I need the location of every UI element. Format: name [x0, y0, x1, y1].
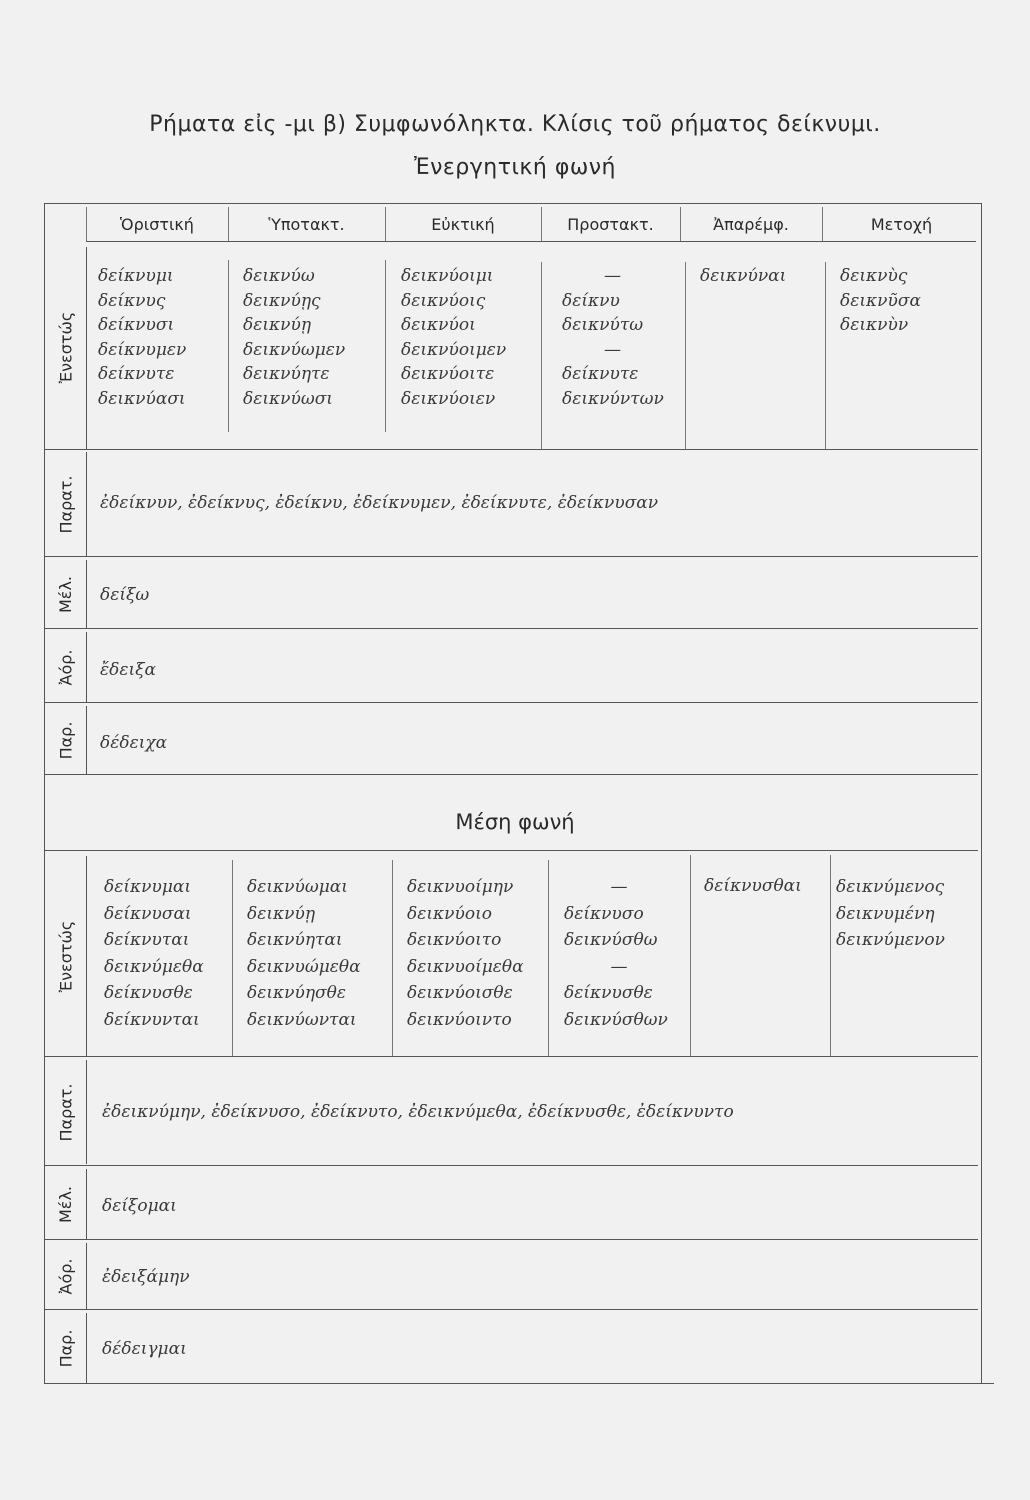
column-divider: [232, 860, 233, 1056]
row-separator: [44, 449, 978, 450]
label-divider: [86, 1313, 87, 1383]
middle-present-ypotaktiki: δεικνύωμαι δεικνύῃ δεικνύηται δεικνυώμεθα δεικνύησθε δεικνύωνται: [247, 877, 361, 1030]
page-title: Ρήματα εἰς -μι β) Συμφωνόληκτα. Κλίσις τοῦ ρήματος δείκνυμι.: [149, 112, 881, 137]
row-separator: [44, 774, 978, 775]
active-present-ypotaktiki: δεικνύω δεικνύῃς δεικνύῃ δεικνύωμεν δεικνύητε δεικνύωσι: [243, 266, 346, 409]
table-top-border: [44, 203, 981, 204]
row-label-active-perfect: Παρ.: [56, 721, 76, 759]
header-prostaktiki: Προστακτ.: [567, 215, 654, 234]
active-present-aparemfato: δεικνύναι: [700, 266, 787, 286]
row-separator: [44, 702, 978, 703]
header-ypotaktiki: Ὑποτακτ.: [268, 215, 345, 234]
middle-aorist-form: ἐδειξάμην: [102, 1267, 190, 1287]
row-separator: [44, 850, 978, 851]
active-perfect-form: δέδειχα: [100, 733, 168, 753]
header-rule: [86, 241, 976, 242]
row-label-active-future: Μέλ.: [56, 575, 76, 613]
label-divider: [86, 632, 87, 702]
column-divider: [685, 262, 686, 449]
column-divider: [825, 262, 826, 449]
column-divider: [690, 855, 691, 1056]
section-title-middle: Μέση φωνή: [455, 810, 575, 834]
header-oristiki: Ὁριστική: [120, 215, 194, 234]
header-metochi: Μετοχή: [870, 215, 933, 234]
table-bottom-border: [44, 1383, 994, 1384]
label-divider: [86, 452, 87, 556]
table-right-border: [981, 203, 982, 1383]
row-separator: [44, 628, 978, 629]
column-divider: [228, 260, 229, 432]
column-divider: [830, 855, 831, 1056]
active-present-euktiki: δεικνύοιμι δεικνύοις δεικνύοι δεικνύοιμεν δεικνύοιτε δεικνύοιεν: [401, 266, 507, 409]
label-divider: [86, 247, 87, 449]
label-divider: [86, 706, 87, 774]
row-separator: [44, 1309, 978, 1310]
active-future-form: δείξω: [100, 585, 150, 605]
middle-present-oristiki: δείκνυμαι δείκνυσαι δείκνυται δεικνύμεθα δείκνυσθε δείκνυνται: [104, 877, 204, 1030]
active-present-metochi: δεικνὺς δεικνῦσα δεικνὺν: [840, 266, 921, 335]
row-label-middle-imperfect: Παρατ.: [56, 1083, 76, 1141]
row-label-middle-perfect: Παρ.: [56, 1329, 76, 1367]
column-divider: [541, 262, 542, 449]
middle-present-euktiki: δεικνυοίμην δεικνύοιο δεικνύοιτο δεικνυοίμεθα δεικνύοισθε δεικνύοιντο: [407, 877, 524, 1030]
middle-future-form: δείξομαι: [102, 1196, 177, 1216]
middle-present-metochi: δεικνύμενος δεικνυμένη δεικνύμενον: [836, 877, 945, 950]
middle-present-aparemfato: δείκνυσθαι: [704, 876, 802, 896]
row-label-active-aorist: Ἀόρ.: [56, 649, 76, 685]
active-imperfect-forms: ἐδείκνυν, ἐδείκνυς, ἐδείκνυ, ἐδείκνυμεν, ἐδείκνυτε, ἐδείκνυσαν: [100, 493, 659, 513]
section-title-active: Ἐνεργητική φωνή: [413, 155, 616, 180]
row-label-middle-aorist: Ἀόρ.: [56, 1258, 76, 1294]
column-divider: [548, 860, 549, 1056]
header-euktiki: Εὐκτική: [431, 215, 495, 234]
header-aparemfato: Ἀπαρέμφ.: [713, 215, 789, 234]
row-separator: [44, 1056, 978, 1057]
row-label-middle-present: Ἐνεστώς: [56, 920, 76, 992]
column-divider: [392, 860, 393, 1056]
column-divider: [385, 260, 386, 432]
label-divider: [86, 1243, 87, 1309]
label-divider: [86, 1060, 87, 1164]
label-divider: [86, 856, 87, 1056]
row-separator: [44, 556, 978, 557]
row-label-active-present: Ἐνεστώς: [56, 311, 76, 383]
row-separator: [44, 1239, 978, 1240]
middle-perfect-form: δέδειγμαι: [102, 1339, 187, 1359]
active-present-oristiki: δείκνυμι δείκνυς δείκνυσι δείκνυμεν δείκνυτε δεικνύασι: [98, 266, 187, 409]
row-separator: [44, 1165, 978, 1166]
row-label-active-imperfect: Παρατ.: [56, 475, 76, 533]
middle-imperfect-forms: ἐδεικνύμην, ἐδείκνυσο, ἐδείκνυτο, ἐδεικνύμεθα, ἐδείκνυσθε, ἐδείκνυντο: [102, 1102, 734, 1122]
label-divider: [86, 1169, 87, 1239]
row-label-middle-future: Μέλ.: [56, 1185, 76, 1223]
active-present-prostaktiki: — δείκνυ δεικνύτω — δείκνυτε δεικνύντων: [562, 266, 664, 409]
label-divider: [86, 560, 87, 628]
active-aorist-form: ἔδειξα: [100, 660, 156, 680]
middle-present-prostaktiki: — δείκνυσο δεικνύσθω — δείκνυσθε δεικνύσθων: [564, 877, 668, 1030]
